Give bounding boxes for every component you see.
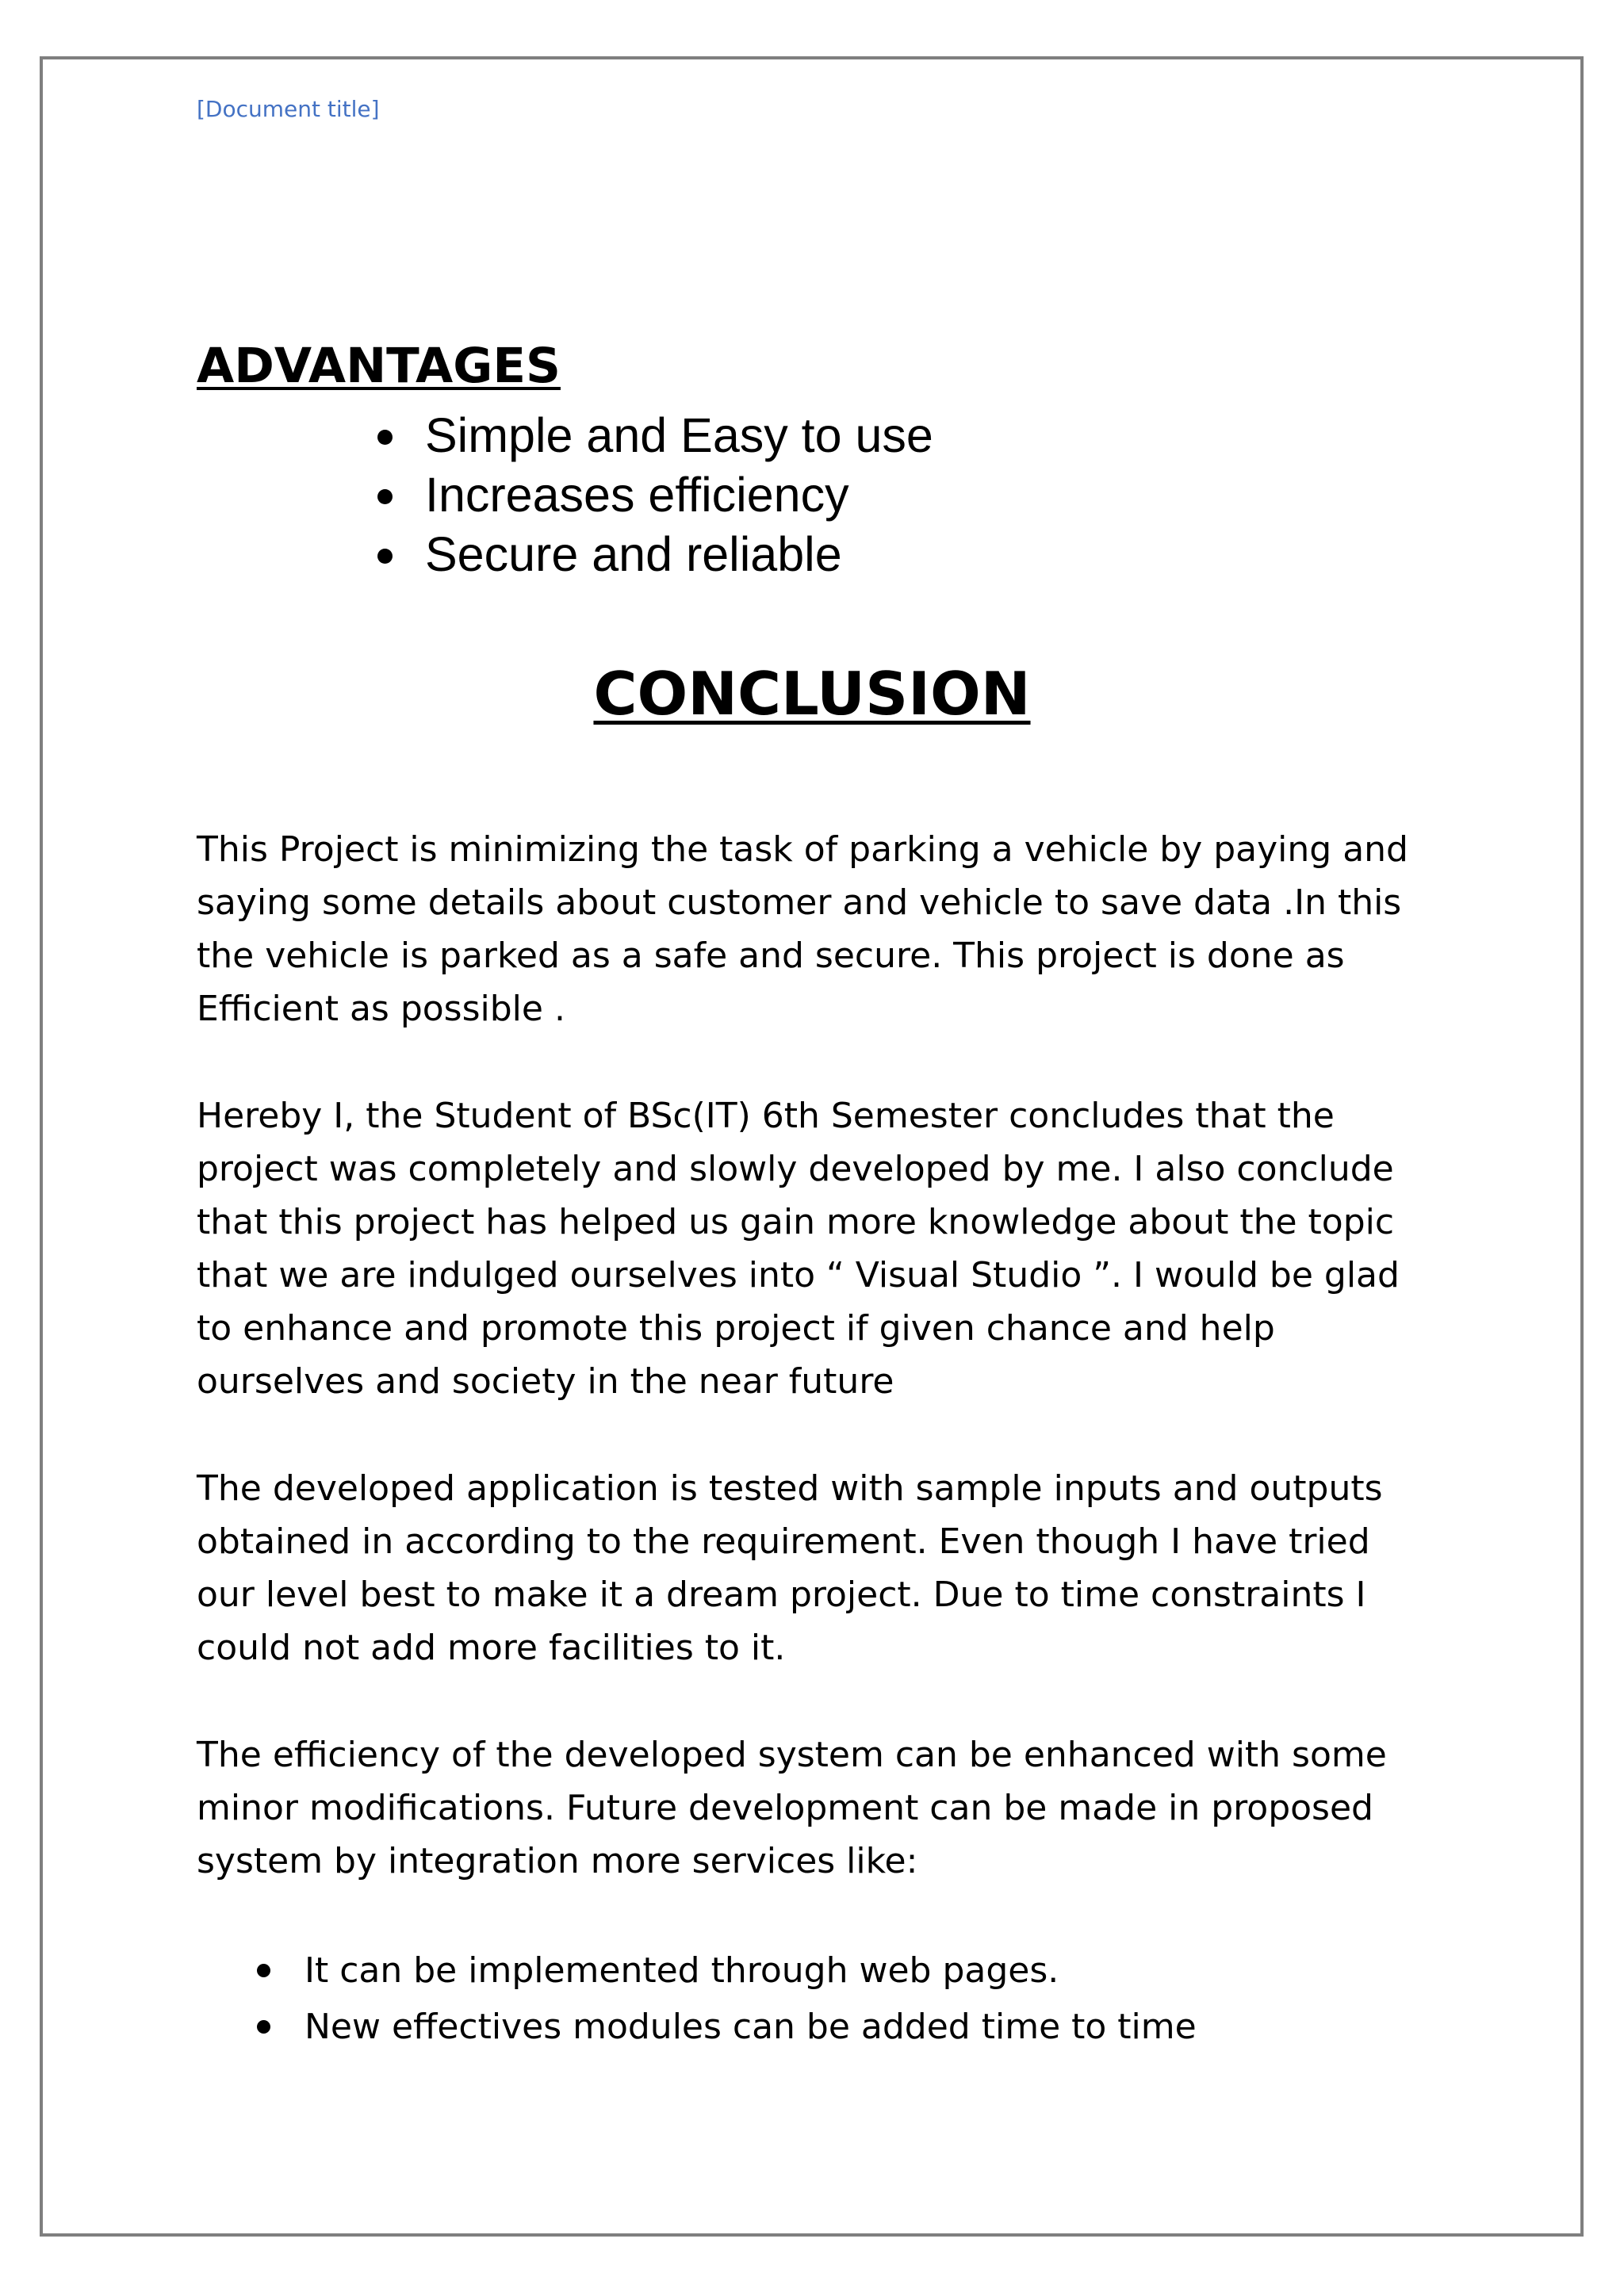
future-scope-item: It can be implemented through web pages. xyxy=(251,1942,1197,1999)
conclusion-paragraph-3: The developed application is tested with sample inputs and outputs obtained in according to the requirement. Even though I have tried our level best to make it a dream project. Due to time constraints I could not add more facilities to it. xyxy=(197,1468,1383,1668)
advantage-item: Increases efficiency xyxy=(371,465,933,525)
document-title-placeholder: [Document title] xyxy=(197,96,380,122)
future-scope-item: New effectives modules can be added time to time xyxy=(251,1999,1197,2055)
conclusion-heading: CONCLUSION xyxy=(593,659,1031,729)
conclusion-paragraph-4: The efficiency of the developed system can be enhanced with some minor modifications. Future development can be made in proposed system by integration more services like: xyxy=(197,1735,1387,1881)
conclusion-paragraph-2: Hereby I, the Student of BSc(IT) 6th Semester concludes that the project was completely and slowly developed by me. I also conclude that this project has helped us gain more knowledge about the topic that we are indulged ourselves into “ Visual Studio ”. I would be glad to enhance and promote this project if given chance and help ourselves and society in the near future xyxy=(197,1096,1400,1402)
advantages-list xyxy=(371,406,933,584)
advantages-heading: ADVANTAGES xyxy=(197,338,561,394)
advantage-item: Simple and Easy to use xyxy=(371,406,933,465)
conclusion-paragraph-1: This Project is minimizing the task of parking a vehicle by paying and saying some details about customer and vehicle to save data .In this the vehicle is parked as a safe and secure. This project is done as Efficient as possible . xyxy=(197,829,1408,1029)
future-scope-list xyxy=(251,1942,1197,2055)
advantage-item: Secure and reliable xyxy=(371,525,933,584)
